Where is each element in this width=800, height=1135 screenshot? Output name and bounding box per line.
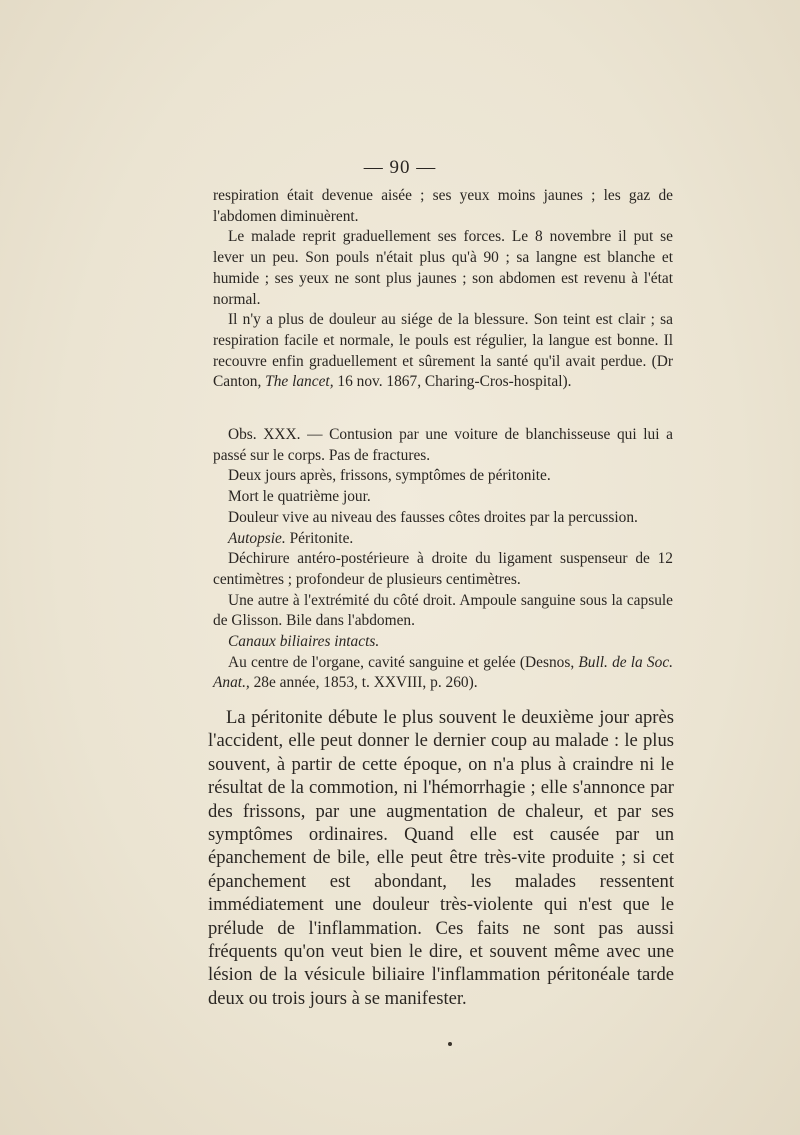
observation-line-italic [213,632,673,653]
observation-citation-line [213,653,673,694]
observation-title: Obs. XXX. — Contusion par une voiture de blanchisseuse qui lui a passé sur le corps. Pas de fractures. [213,426,673,464]
page-speck [448,1042,452,1046]
autopsy-line [213,529,673,550]
case-continuation [213,186,673,393]
observation-citation-ref: 28e année, 1853, t. XXVIII, p. 260). [249,674,478,692]
page-number: — 90 — [363,157,437,178]
case-paragraph-1: respiration était devenue aisée ; ses yeux moins jaunes ; les gaz de l'abdomen diminuèrent. [213,187,673,225]
biliary-note: Canaux biliaires intacts. [228,633,380,651]
bulletin-title: Bull. de la Soc. Anat., [213,653,674,692]
main-paragraph: La péritonite débute le plus souvent le deuxième jour après l'accident, elle peut donner le dernier coup au malade : le plus souvent, à partir de cette époque, on n'a plus à craindre ni le résultat de la commotion, ni l'hémorrhagie ; elle s'annonce par des frissons, par une augmentation de chaleur, et par ses symptômes ordinaires. Quand elle est causée par un épanchement de bile, elle peut être très-vite produite ; si cet épanchement est abondant, les malades ressentent immédiatement une douleur très-violente qui n'est que le prélude de l'inflammation. Ces faits ne sont pas aussi fréquents qu'on veut bien le dire, et souvent même avec une lésion de la vésicule biliaire l'inflammation péritonéale tarde deux ou trois jours à se manifester. [208,707,674,1009]
case-paragraph-2: Le malade reprit graduellement ses forces. Le 8 novembre il put se lever un peu. Son pouls n'était plus qu'à 90 ; sa langne est blanche et humide ; ses yeux ne sont plus jaunes ; son abdomen est revenu à l'état normal. [213,228,673,308]
observation-line: Déchirure antéro-postérieure à droite du ligament suspenseur de 12 centimètres ; profondeur de plusieurs centimètres. [213,550,673,588]
observation-line: Deux jours après, frissons, symptômes de péritonite. [228,467,551,485]
case-paragraph-3-text: Il n'y a plus de douleur au siége de la blessure. Son teint est clair ; sa respiration facile et normale, le pouls est régulier, la langue est bonne. Il recouvre enfin graduellement et sûrement la santé qu'il avait perdue. (Dr Canton, [213,311,673,391]
journal-title: The lancet, [265,373,334,391]
observation-line: Une autre à l'extrémité du côté droit. Ampoule sanguine sous la capsule de Glisson. Bile dans l'abdomen. [213,591,673,630]
autopsy-text: Péritonite. [285,529,354,547]
observation-block [213,425,673,694]
autopsy-label: Autopsie. [228,529,286,547]
observation-line: Douleur vive au niveau des fausses côtes droites par la percussion. [228,508,638,526]
observation-line: Mort le quatrième jour. [228,488,371,506]
main-text [208,706,674,1010]
observation-citation-text: Au centre de l'organe, cavité sanguine et gelée (Desnos, [228,653,579,671]
case-paragraph-3-citation: 16 nov. 1867, Charing-Cros-hospital). [333,373,572,391]
case-paragraph-3 [213,310,673,393]
